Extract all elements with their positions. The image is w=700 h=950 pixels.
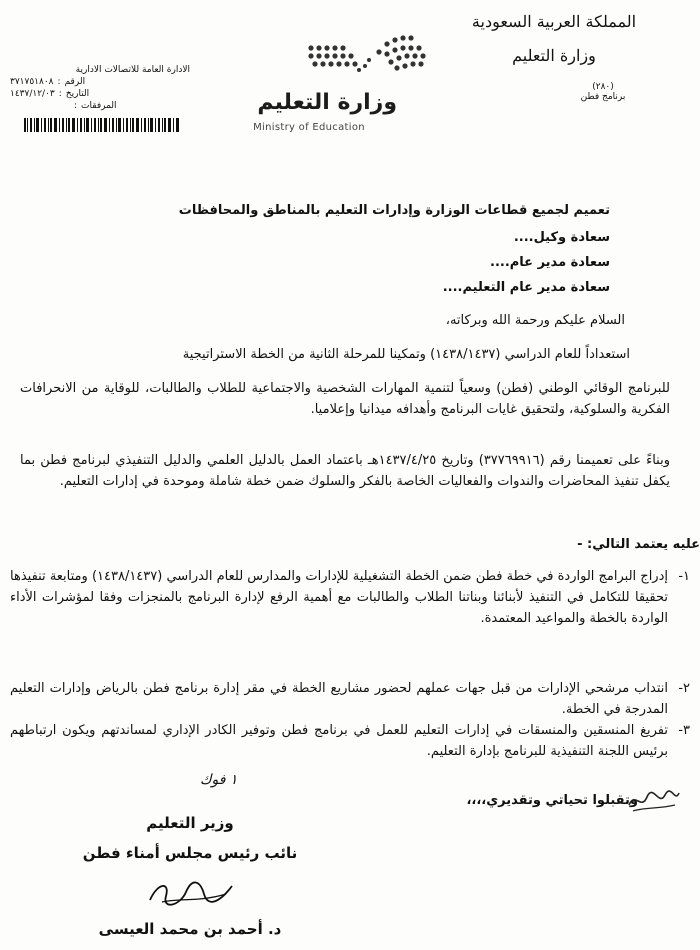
signatory-title-1: وزير التعليم: [146, 814, 234, 832]
addressee-line-4: سعادة مدير عام التعليم....: [442, 280, 610, 295]
barcode-icon: [24, 118, 179, 132]
signature-scribble-icon: [140, 872, 240, 912]
list-item: [10, 566, 690, 629]
meta-number-value: ٣٧١٧٥١٨٠٨: [10, 77, 54, 87]
document-meta: [10, 64, 190, 112]
paragraph-2: للبرنامج الوقائي الوطني (فطن) وسعياً لتنمية المهارات الشخصية والاجتماعية للطلاب والطالبات، للوقاية من الانحرافات الفكرية والسلوكية، ولتحقيق غايات البرنامج وأهدافه ميدانيا وإعلاميا.: [20, 381, 670, 417]
ministry-logo: [215, 22, 425, 142]
ref-code: (٢٨٠): [592, 82, 614, 92]
closing-line: وتقبلوا تحياتي وتقديري،،،،: [466, 793, 638, 808]
paragraph-1: استعداداً للعام الدراسي (١٤٣٨/١٤٣٧) وتمكينا للمرحلة الثانية من الخطة الاستراتيجية: [182, 347, 630, 362]
program-ref: [558, 82, 648, 102]
department-name: الادارة العامة للاتصالات الادارية: [75, 65, 190, 75]
addressee-line-1: تعميم لجميع قطاعات الوزارة وإدارات التعليم بالمناطق والمحافظات: [178, 203, 610, 218]
ministry-name: وزارة التعليم: [512, 46, 596, 65]
paragraph-3: وبناءً على تعميمنا رقم (٣٧٧٦٩٩١٦) وتاريخ ١٤٣٧/٤/٢٥هـ باعتماد العمل بالدليل العلمي والدليل التنفيذي لبرنامج فطن بما يكفل تنفيذ المحاضرات والندوات والفعاليات الخاصة بالفكر والسلوك ضمن خطة شاملة وموحدة في إدارات التعليم.: [20, 453, 671, 489]
signatory-title-2: نائب رئيس مجلس أمناء فطن: [82, 844, 298, 862]
meta-date-row: التاريخ : ١٤٣٧/١٢/٠٣: [10, 89, 90, 99]
meta-attachments-label: المرفقات: [81, 101, 117, 111]
addressees: [50, 200, 610, 298]
addressee-line-3: سعادة مدير عام....: [490, 255, 610, 270]
list-item: [10, 720, 690, 762]
list-item-text: إدراج البرامج الواردة في خطة فطن ضمن الخطة التشغيلية للإدارات والمدارس للعام الدراسي (١٤٣٨/١٤٣٧) ومتابعة تنفيذها تحقيقا للتكامل في التنفيذ لأبنائنا وبناتنا الطلاب والطالبات مع أهمية الرفع لإدارة البرنامج بالمنجزات وفقا لمؤشرات الأداء الواردة بالخطة والمواعيد المعتمدة.: [10, 569, 668, 626]
greeting: السلام عليكم ورحمة الله وبركاته،: [445, 313, 625, 328]
meta-attachments-row: المرفقات :: [74, 101, 117, 111]
list-item-text: انتداب مرشحي الإدارات من قبل جهات عملهم لحضور مشاريع الخطة في مقر إدارة برنامج فطن بالرياض وإدارات التعليم المدرجة في الخطة.: [10, 681, 668, 717]
signature-block: [60, 808, 320, 868]
meta-date-value: ١٤٣٧/١٢/٠٣: [10, 89, 55, 99]
list-item-number: ٢-: [678, 681, 690, 696]
kingdom-header: [454, 8, 654, 70]
meta-number-label: الرقم: [64, 77, 86, 87]
initials-scribble-icon: [625, 785, 683, 815]
list-item-number: ٣-: [678, 723, 690, 738]
list-item-number: ١-: [678, 569, 690, 584]
logo-english-text: Ministry of Education: [253, 122, 365, 133]
adopt-heading: عليه يعتمد التالي: -: [577, 537, 700, 552]
program-name: برنامج فطن: [580, 92, 626, 102]
list-item: [10, 678, 690, 720]
logo-arabic-text: وزارة التعليم: [257, 90, 397, 115]
kingdom-name: المملكة العربية السعودية: [471, 12, 637, 31]
addressee-line-2: سعادة وكيل....: [513, 230, 610, 245]
meta-number-row: الرقم : ٣٧١٧٥١٨٠٨: [10, 77, 86, 87]
handwritten-annotation: ١ فوك: [200, 772, 238, 788]
logo-dots-icon: [301, 26, 441, 86]
signatory-name: د. أحمد بن محمد العيسى: [98, 920, 282, 938]
list-item-text: تفريغ المنسقين والمنسقات في إدارات التعليم للعمل في برنامج فطن وتوفير الكادر الإداري لمساندتهم ويكون ارتباطهم برئيس اللجنة التنفيذية للبرنامج بإدارة التعليم.: [10, 723, 668, 759]
meta-date-label: التاريخ: [65, 89, 90, 99]
